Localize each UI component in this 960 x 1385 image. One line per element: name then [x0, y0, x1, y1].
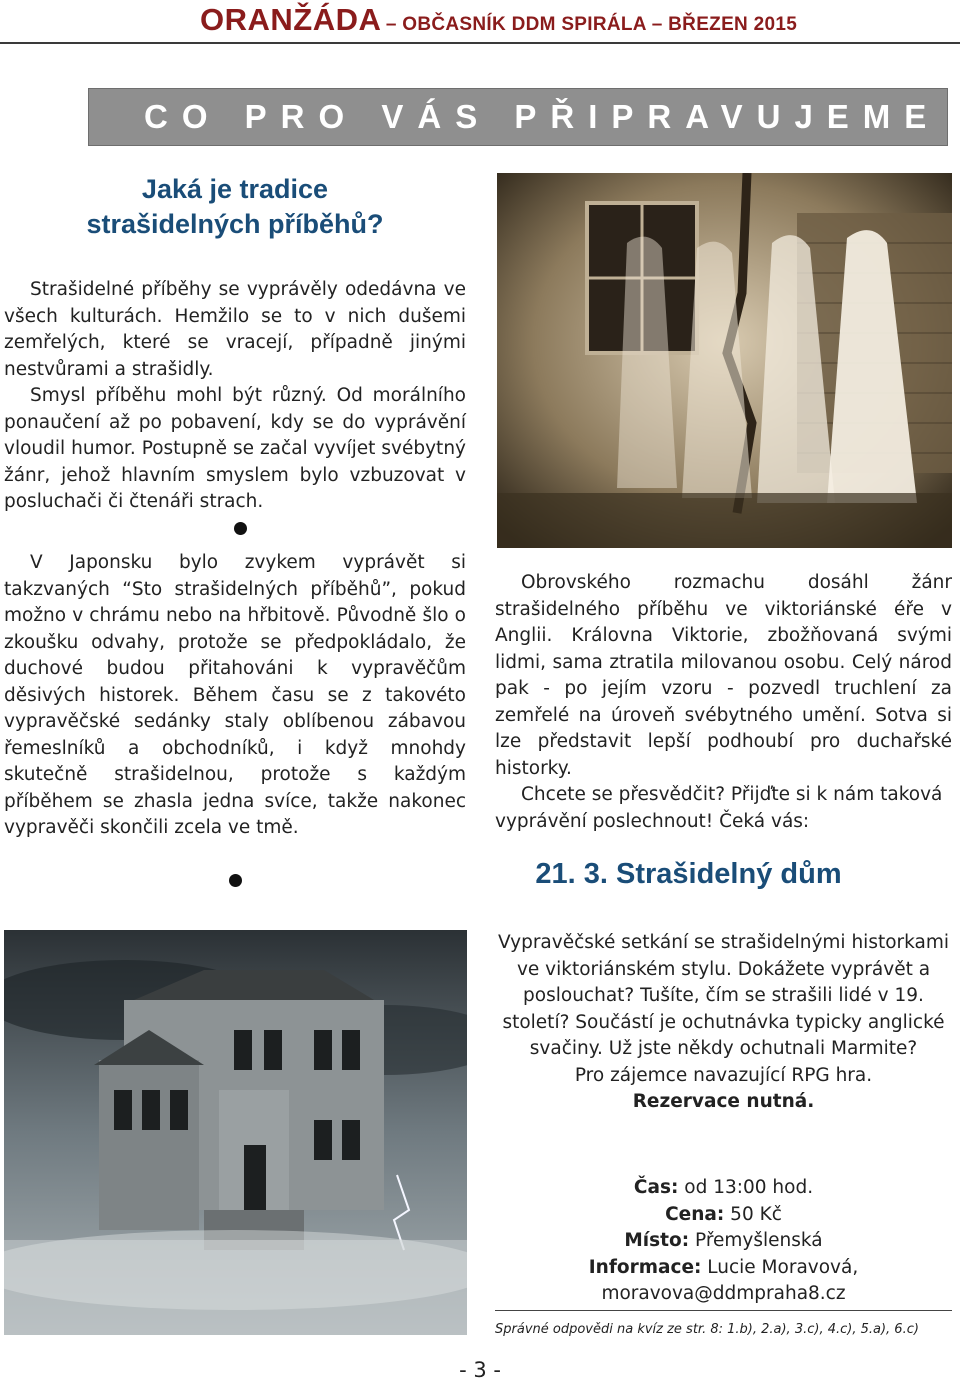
article-paragraph-1: Strašidelné příběhy se vyprávěly odedávna ve všech kulturách. Hemžilo se to v nich dušemi zemřelých, které se vracejí, případně jinými nestvůrami a strašidly. [4, 279, 466, 380]
event-title: 21. 3. Strašidelný dům [535, 858, 842, 890]
article-paragraph-4: Obrovského rozmachu dosáhl žánr strašidelného příběhu ve viktoriánské éře v Anglii. Královna Viktorie, zbožňovaná svými lidmi, sama ztratila milovanou osobu. Celý národ pak - po jejím vzoru - pozvedl truchlení za zemřelé na úroveň svébytného umění. Sotva si lze představit lepší podhoubí pro duchařské historky. [495, 572, 952, 779]
page-number: - 3 - [459, 1358, 501, 1382]
event-price-label: Cena: [665, 1203, 725, 1225]
masthead [0, 0, 960, 40]
publication-title [200, 2, 797, 38]
event-place-value: Přemyšlenská [694, 1230, 823, 1251]
article-paragraph-5: Chcete se přesvědčit? Přijďte si k nám taková vyprávění poslechnout! Čeká vás: [495, 784, 943, 832]
event-info-value: Lucie Moravová, [707, 1256, 859, 1278]
event-rpg-text: Pro zájemce navazující RPG hra. [574, 1064, 873, 1086]
event-place [495, 1228, 952, 1255]
quiz-answers: Správné odpovědi na kvíz ze str. 8: 1.b), 2.a), 3.c), 4.c), 5.a), 6.c) [495, 1322, 919, 1337]
event-time [495, 1175, 952, 1202]
haunted-house-photo [4, 930, 467, 1335]
event-description [495, 930, 952, 1116]
event-info-label: Informace: [588, 1256, 702, 1278]
article-title-line1: Jaká je tradice [141, 174, 329, 204]
event-time-label: Čas: [633, 1177, 679, 1198]
header-rule [0, 42, 960, 44]
ghost-photo-image [497, 173, 952, 548]
publication-name: ORANŽÁDA [200, 2, 382, 37]
event-reservation: Rezervace nutná. [632, 1091, 815, 1112]
ghost-nuns-photo [497, 173, 952, 548]
event-contact [495, 1255, 952, 1282]
article-title-line2: strašidelných příběhů? [86, 209, 384, 239]
article-right-column [495, 570, 952, 835]
event-info [495, 1175, 952, 1308]
house-photo-image [4, 930, 467, 1335]
section-title: CO PRO VÁS PŘIPRAVUJEME [88, 88, 948, 146]
event-price-value: 50 Kč [730, 1203, 782, 1225]
article-left-column [4, 277, 466, 516]
event-desc-text: Vypravěčské setkání se strašidelnými historkami ve viktoriánském stylu. Dokážete vyprávět a poslouchat? Tušíte, čím se strašili lidé v 19. století? Součástí je ochutnávka typicky anglické svačiny. Už jste někdy ochutnali Marmite? [497, 932, 950, 1059]
bullet-separator [234, 522, 247, 535]
event-email[interactable]: moravova@ddmpraha8.cz [601, 1283, 846, 1304]
article-paragraph-2: Smysl příběhu mohl být různý. Od morálního ponaučení až po pobavení, kdy se do vyprávění vloudil humor. Postupně se začal vyvíjet svébytný žánr, jehož hlavním smyslem bylo vzbuzovat v posluchači či čtenáři strach. [4, 385, 466, 512]
answers-rule [495, 1310, 952, 1311]
article-title [40, 172, 430, 242]
event-time-value: od 13:00 hod. [684, 1177, 814, 1198]
article-left-column-2 [4, 550, 466, 842]
publication-subtitle: – OBČASNÍK DDM SPIRÁLA – BŘEZEN 2015 [385, 14, 798, 35]
bullet-separator [229, 874, 242, 887]
article-paragraph-3: V Japonsku bylo zvykem vyprávět si takzvaných “Sto strašidelných příběhů”, pokud možno v chrámu nebo na hřbitově. Původně šlo o zkoušku odvahy, protože se předpokládalo, že duchové budou přitahováni k vypravěčům děsivých historek. Během času se z takovéto vypravěčské sedánky staly oblíbenou zábavou řemeslníků a obchodníků, i když mnohdy skutečně strašidelnou, protože s každým příběhem se zhasla jedna svíce, takže nakonec vypravěči skončili zcela ve tmě. [4, 552, 466, 838]
event-place-label: Místo: [624, 1230, 690, 1251]
event-price [495, 1202, 952, 1229]
